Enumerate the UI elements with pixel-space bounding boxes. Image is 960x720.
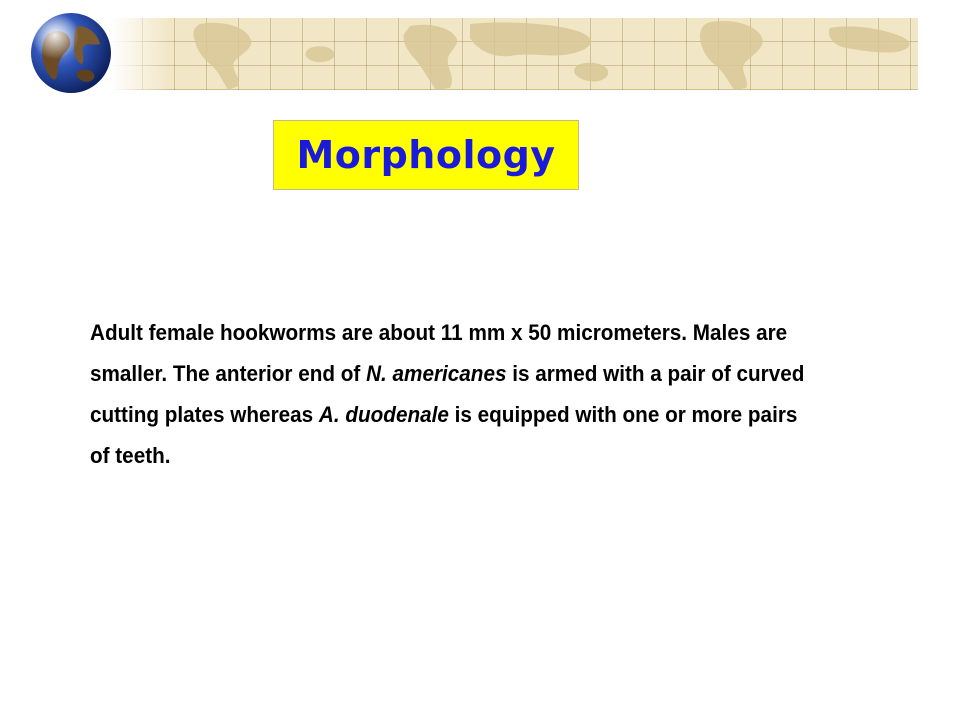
- body-paragraph: [90, 312, 817, 476]
- species-name-ancylostoma: A. duodenale: [318, 402, 449, 427]
- slide-title: Morphology: [296, 133, 556, 177]
- body-text-part-1: Adult female hookworms are about 11 mm x 50 micrometers. Males are smaller. The anterior end of: [90, 320, 788, 386]
- globe-icon: [30, 12, 112, 94]
- title-box: [273, 120, 579, 190]
- world-map-graphic: [110, 18, 918, 90]
- body-text-part-2: is armed with a pair of curved cutting plates whereas: [90, 361, 805, 427]
- banner-fade: [110, 18, 170, 90]
- world-map-banner: [110, 18, 918, 90]
- species-name-necator: N. americanes: [366, 361, 507, 386]
- body-text-part-3: is equipped with one or more pairs of teeth.: [90, 402, 798, 468]
